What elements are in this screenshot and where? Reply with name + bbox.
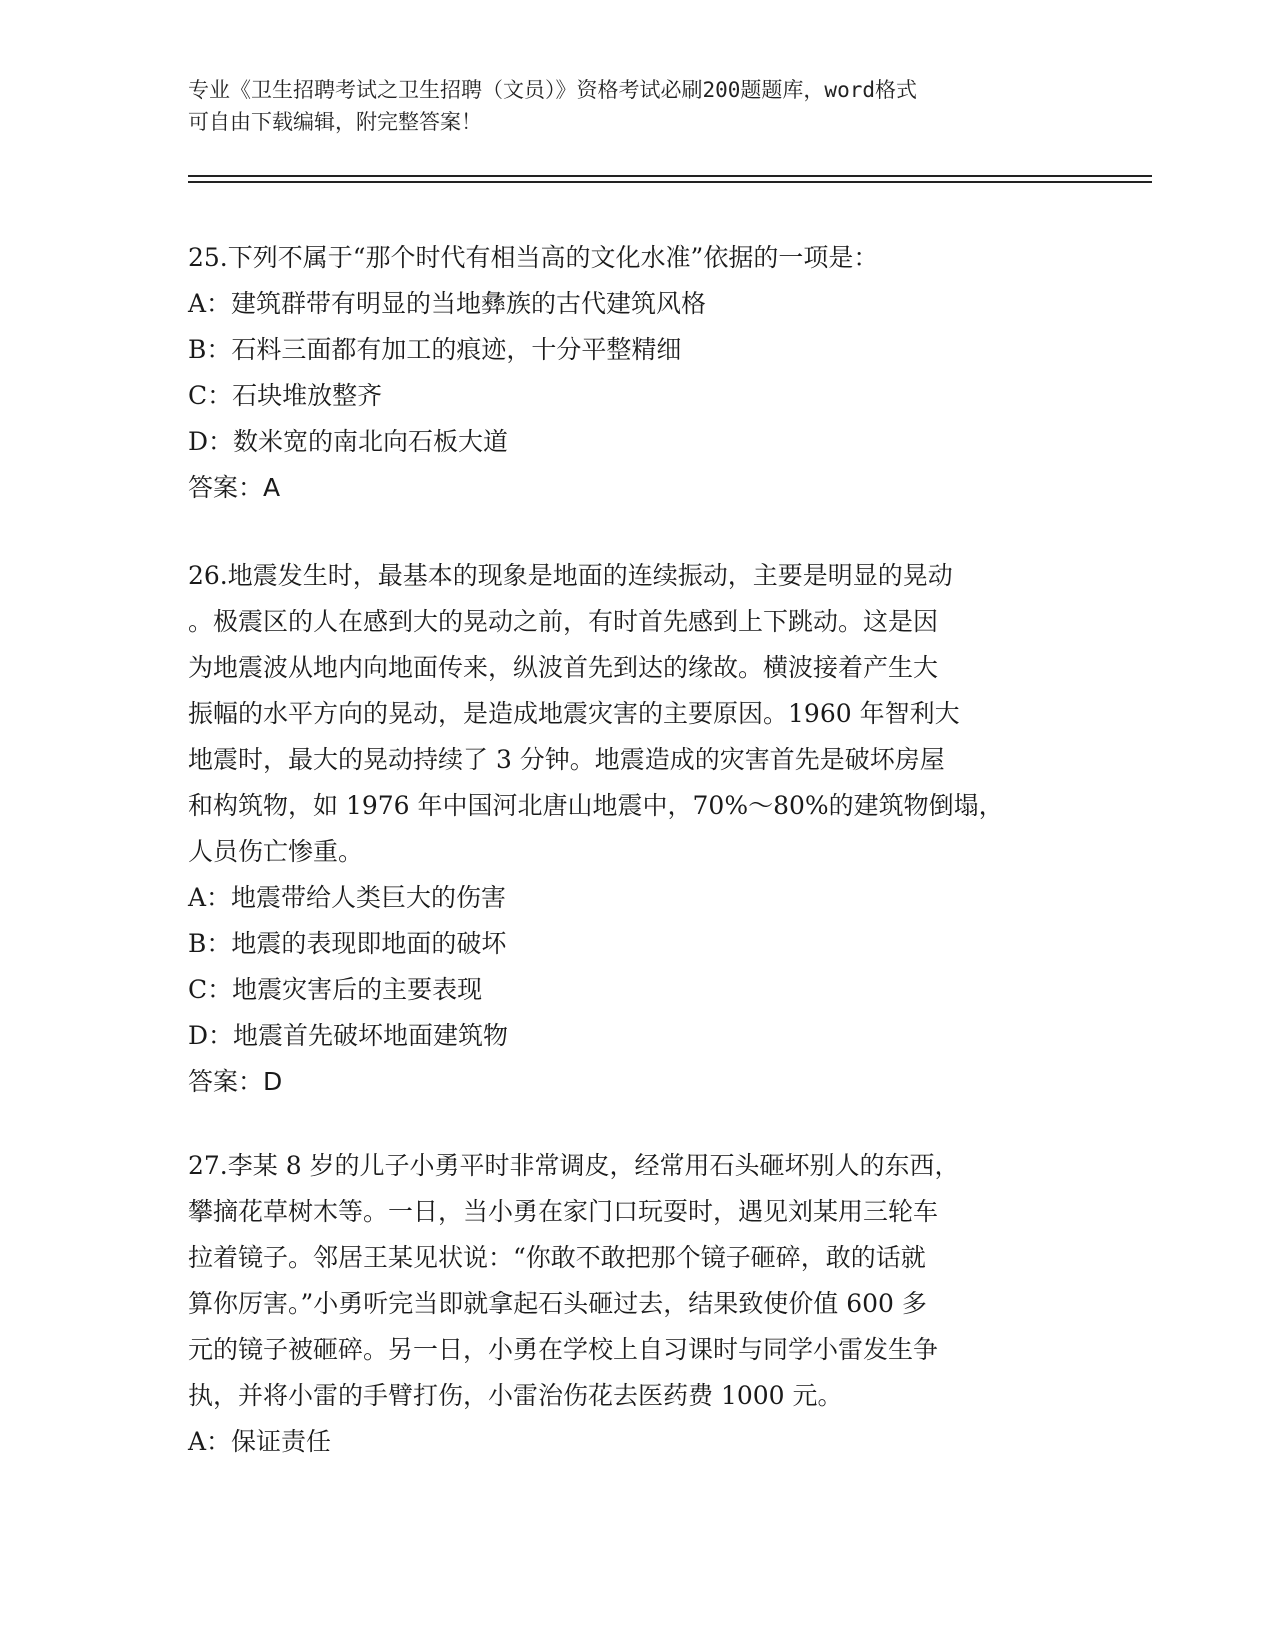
option-d: D：地震首先破坏地面建筑物 [188, 1021, 509, 1050]
question-stem-line: 执，并将小雷的手臂打伤，小雷治伤花去医药费 1000 元。 [188, 1381, 843, 1410]
question-stem-line: 27.李某 8 岁的儿子小勇平时非常调皮，经常用石头砸坏别人的东西， [188, 1151, 960, 1180]
question-stem-line: 。极震区的人在感到大的晃动之前，有时首先感到上下跳动。这是因 [188, 607, 939, 636]
question-27 [188, 1143, 1088, 1465]
header-divider-bottom [188, 181, 1152, 183]
question-stem-line: 拉着镜子。邻居王某见状说：“你敢不敢把那个镜子砸碎，敢的话就 [188, 1243, 926, 1272]
option-a: A：建筑群带有明显的当地彝族的古代建筑风格 [188, 289, 707, 318]
question-stem-line: 元的镜子被砸碎。另一日，小勇在学校上自习课时与同学小雷发生争 [188, 1335, 939, 1364]
header-title-line-1: 专业《卫生招聘考试之卫生招聘（文员）》资格考试必刷200题题库，word格式 [188, 78, 917, 102]
option-c: C：地震灾害后的主要表现 [188, 975, 483, 1004]
answer-line: 答案：A [188, 473, 281, 502]
question-stem-line: 算你厉害。”小勇听完当即就拿起石头砸过去，结果致使价值 600 多 [188, 1289, 927, 1318]
question-stem-line: 25.下列不属于“那个时代有相当高的文化水准”依据的一项是： [188, 243, 879, 272]
question-stem-line: 人员伤亡惨重。 [188, 837, 364, 866]
question-stem-line: 地震时，最大的晃动持续了 3 分钟。地震造成的灾害首先是破坏房屋 [188, 745, 945, 774]
option-c: C：石块堆放整齐 [188, 381, 383, 410]
question-26 [188, 553, 1088, 1105]
question-stem-line: 为地震波从地内向地面传来，纵波首先到达的缘故。横波接着产生大 [188, 653, 939, 682]
question-stem-line: 26.地震发生时，最基本的现象是地面的连续振动，主要是明显的晃动 [188, 561, 953, 590]
option-b: B：地震的表现即地面的破坏 [188, 929, 507, 958]
document-header [188, 74, 1088, 138]
option-a: A：保证责任 [188, 1427, 332, 1456]
option-a: A：地震带给人类巨大的伤害 [188, 883, 507, 912]
header-divider-top [188, 175, 1152, 177]
header-title-line-2: 可自由下载编辑，附完整答案！ [188, 110, 482, 134]
question-stem-line: 和构筑物，如 1976 年中国河北唐山地震中，70%～80%的建筑物倒塌， [188, 791, 1004, 820]
option-b: B：石料三面都有加工的痕迹，十分平整精细 [188, 335, 682, 364]
answer-line: 答案：D [188, 1067, 283, 1096]
option-d: D：数米宽的南北向石板大道 [188, 427, 509, 456]
question-stem-line: 振幅的水平方向的晃动，是造成地震灾害的主要原因。1960 年智利大 [188, 699, 960, 728]
question-stem-line: 攀摘花草树木等。一日，当小勇在家门口玩耍时，遇见刘某用三轮车 [188, 1197, 939, 1226]
question-25 [188, 235, 1088, 511]
